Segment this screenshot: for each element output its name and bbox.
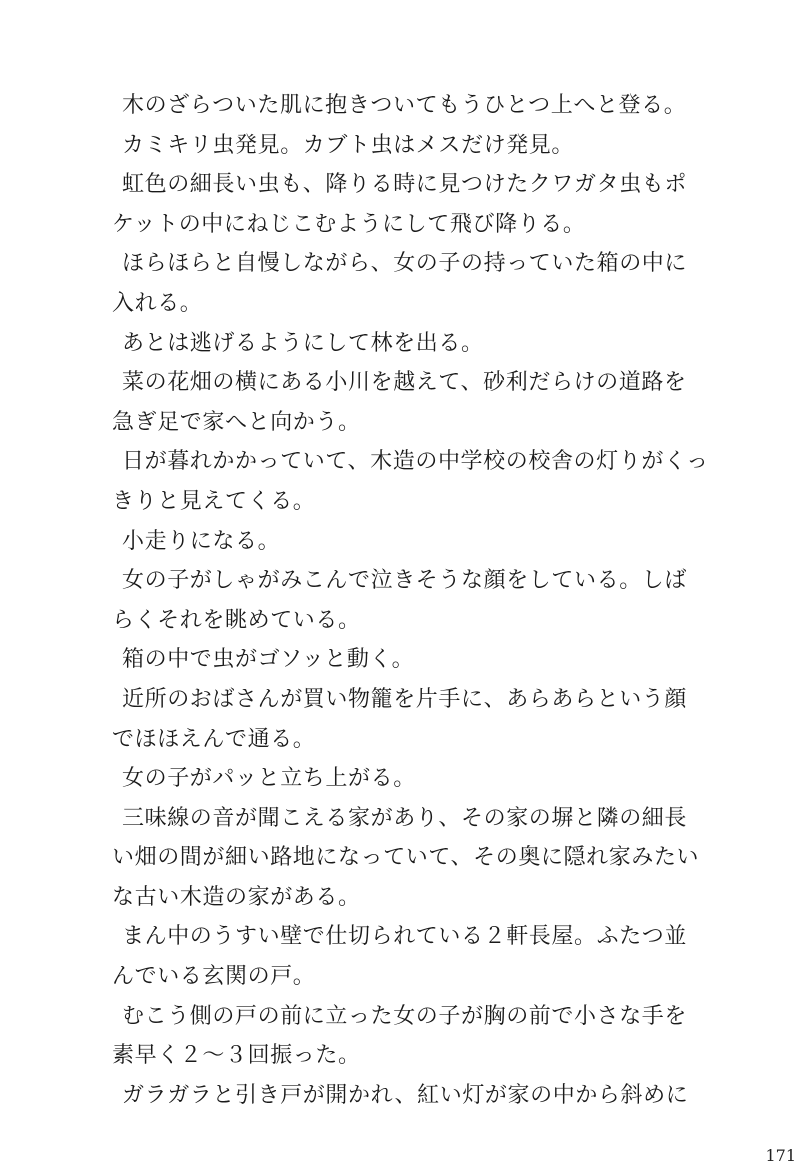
text-line: 入れる。 [112, 290, 203, 316]
text-line: 箱の中で虫がゴソッと動く。 [122, 647, 415, 673]
text-line: でほほえんで通る。 [112, 726, 316, 752]
text-line: い畑の間が細い路地になっていて、その奥に隠れ家みたい [112, 845, 700, 871]
page-number: 171 [765, 1147, 796, 1165]
text-line: 日が暮れかかっていて、木造の中学校の校舎の灯りがくっ [122, 449, 709, 475]
text-line: ガラガラと引き戸が開かれ、紅い灯が家の中から斜めに [122, 1082, 689, 1108]
text-line: 三味線の音が聞こえる家があり、その家の塀と隣の細長 [122, 805, 688, 831]
text-line: まん中のうすい壁で仕切られている２軒長屋。ふたつ並 [122, 924, 688, 950]
text-line: 木のざらついた肌に抱きついてもうひとつ上へと登る。 [122, 93, 687, 118]
text-line: らくそれを眺めている。 [112, 607, 361, 633]
text-line: 虹色の細長い虫も、降りる時に見つけたクワガタ虫もポ [122, 172, 688, 198]
text-line: ケットの中にねじこむようにして飛び降りる。 [112, 211, 586, 237]
text-line: カミキリ虫発見。カブト虫はメスだけ発見。 [122, 132, 575, 158]
text-line: 菜の花畑の横にある小川を越えて、砂利だらけの道路を [122, 370, 687, 396]
text-line: 近所のおばさんが買い物籠を片手に、あらあらという顔 [122, 686, 688, 712]
text-line: んでいる玄関の戸。 [112, 964, 316, 990]
text-line: むこう側の戸の前に立った女の子が胸の前で小さな手を [122, 1003, 688, 1029]
text-line: あとは逃げるようにして林を出る。 [122, 330, 484, 356]
text-line: きりと見えてくる。 [112, 488, 316, 514]
body-text [112, 86, 709, 1115]
text-line: な古い木造の家がある。 [112, 884, 361, 910]
text-line: 素早く２〜３回振った。 [112, 1043, 361, 1069]
text-line: 女の子がパッと立ち上がる。 [122, 766, 416, 792]
text-line: 急ぎ足で家へと向かう。 [112, 409, 361, 435]
text-line: 小走りになる。 [122, 528, 281, 554]
text-line: ほらほらと自慢しながら、女の子の持っていた箱の中に [122, 251, 688, 277]
text-line: 女の子がしゃがみこんで泣きそうな顔をしている。しば [122, 568, 688, 594]
